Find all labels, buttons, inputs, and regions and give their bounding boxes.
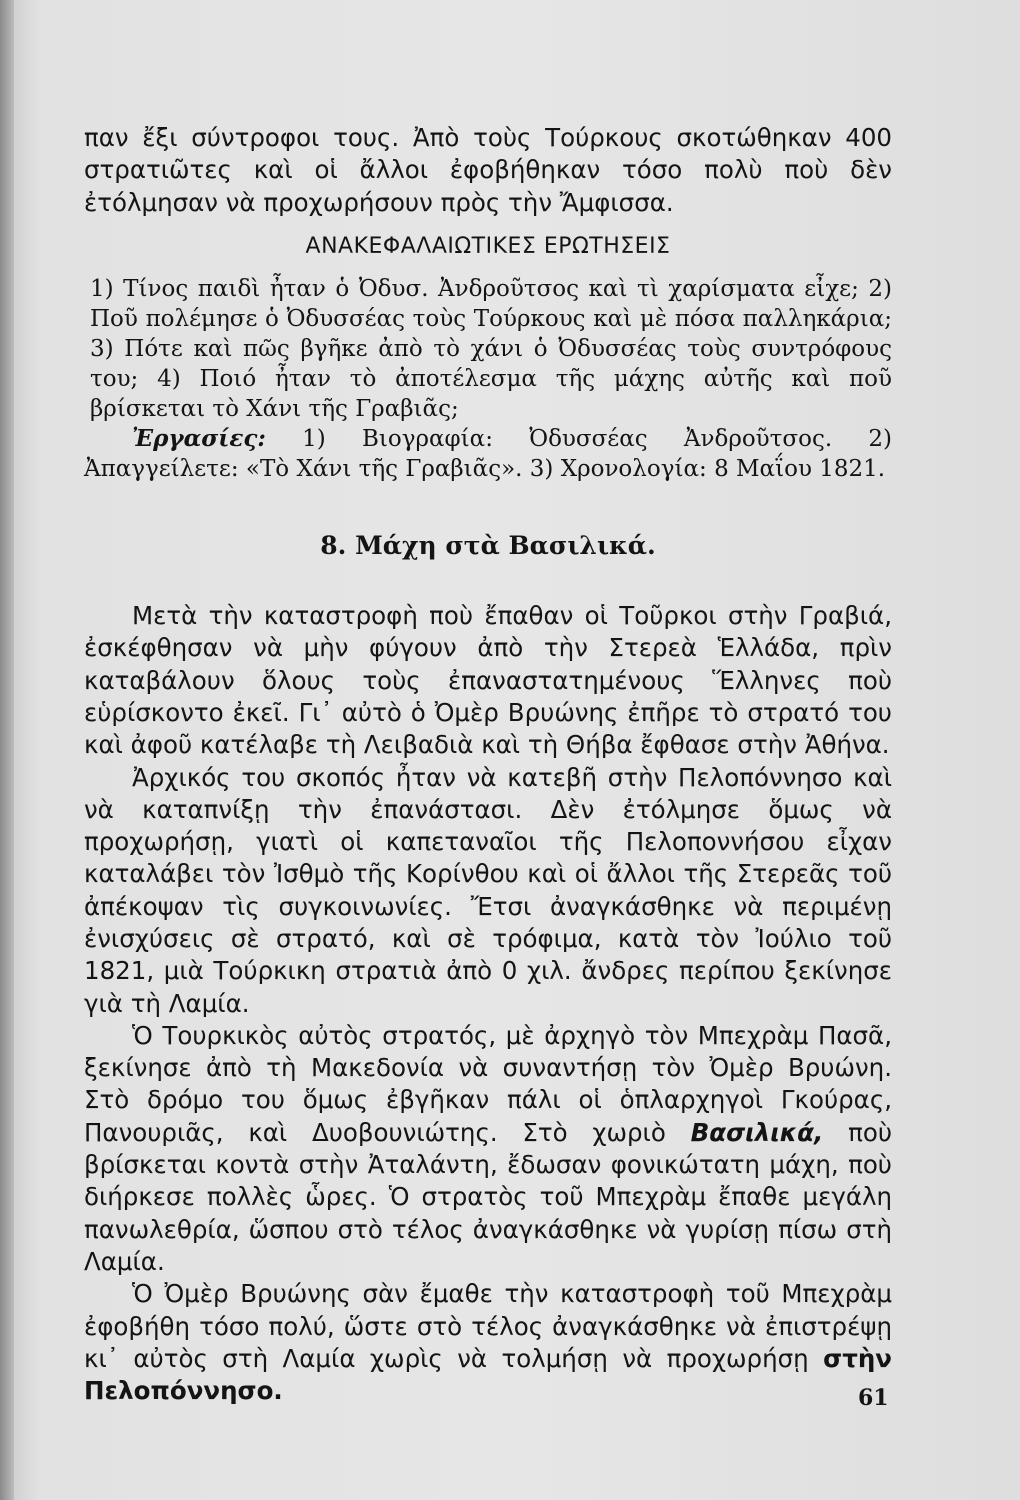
paragraph-4-start: Ὁ Ὀμὲρ Βρυώνης σὰν ἔμαθε τὴν καταστροφὴ τοῦ Μπεχρὰμ ἐφοβήθη τόσο πολύ, ὥστε στὸ τέλος ἀναγκάσθηκε νὰ ἐπιστρέψῃ κι᾽ αὐτὸς στὴ Λαμία χωρὶς νὰ τολμήσῃ νὰ προχωρήσῃ <box>84 1279 892 1373</box>
page-text <box>84 122 892 1407</box>
page-number: 61 <box>858 1385 889 1411</box>
questions-block <box>84 274 892 484</box>
works-paragraph <box>84 424 892 484</box>
place-name-vasilika: Βασιλικά, <box>690 1117 824 1147</box>
works-text: 1) Βιογραφία: Ὀδυσσέας Ἀνδροῦτσος. 2) Ἀπαγγείλετε: «Τὸ Χάνι τῆς Γραβιᾶς». 3) Χρονολογία: 8 Μαΐου 1821. <box>84 425 892 482</box>
questions-heading: ΑΝΑΚΕΦΑΛΑΙΩΤΙΚΕΣ ΕΡΩΤΗΣΕΙΣ <box>305 234 671 260</box>
paragraph-3-end: ποὺ βρίσκεται κοντὰ στὴν Ἀταλάντη, ἔδωσαν φονικώτατη μάχη, ποὺ διήρκεσε πολλὲς ὧρες. Ὁ στρατὸς τοῦ Μπεχρὰμ ἔπαθε μεγάλη πανωλεθρία, ὥσπου στὸ τέλος ἀναγκάσθηκε νὰ γυρίσῃ πίσω στὴ Λαμία. <box>84 1117 892 1276</box>
section-body <box>84 600 892 1407</box>
page-binding-edge <box>0 0 14 1500</box>
paragraph-2: Ἀρχικός του σκοπός ἦταν νὰ κατεβῆ στὴν Πελοπόννησο καὶ νὰ καταπνίξῃ τὴν ἐπανάστασι. Δὲν ἐτόλμησε ὅμως νὰ προχωρήσῃ, γιατὶ οἱ καπεταναῖοι τῆς Πελοποννήσου εἶχαν καταλάβει τὸν Ἰσθμὸ τῆς Κορίνθου καὶ οἱ ἄλλοι τῆς Στερεᾶς τοῦ ἀπέκοψαν τὶς συγκοινωνίες. Ἔτσι ἀναγκάσθηκε νὰ περιμένῃ ἐνισχύσεις σὲ στρατό, καὶ σὲ τρόφιμα, κατὰ τὸν Ἰούλιο τοῦ 1821, μιὰ Τούρκικη στρατιὰ ἀπὸ 0 χιλ. ἄνδρες περίπου ξεκίνησε γιὰ τὴ Λαμία. <box>84 762 892 1018</box>
paragraph-4 <box>84 1278 892 1407</box>
paragraph-3-start: Ὁ Τουρκικὸς αὐτὸς στρατός, μὲ ἀρχηγὸ τὸν Μπεχρὰμ Πασᾶ, ξεκίνησε ἀπὸ τὴ Μακεδονία νὰ συναντήσῃ τὸν Ὀμὲρ Βρυώνη. Στὸ δρόμο του ὅμως ἐβγῆκαν πάλι οἱ ὁπλαρχηγοὶ Γκούρας, Πανουριᾶς, καὶ Δυοβουνιώτης. Στὸ χωριὸ <box>84 1020 892 1147</box>
section-title: 8. Μάχη στὰ Βασιλικά. <box>320 530 656 560</box>
paragraph-1: Μετὰ τὴν καταστροφὴ ποὺ ἔπαθαν οἱ Τοῦρκοι στὴν Γραβιά, ἐσκέφθησαν νὰ μὴν φύγουν ἀπὸ τὴν Στερεὰ Ἑλλάδα, πρὶν καταβάλουν ὅλους τοὺς ἐπαναστατημένους Ἕλληνες ποὺ εὑρίσκοντο ἐκεῖ. Γι᾽ αὐτὸ ὁ Ὀμὲρ Βρυώνης ἐπῆρε τὸ στρατό του καὶ ἀφοῦ κατέλαβε τὴ Λειβαδιὰ καὶ τὴ Θήβα ἔφθασε στὴν Ἀθήνα. <box>84 601 892 760</box>
paragraph-3 <box>84 1020 892 1278</box>
questions-text: 1) Τίνος παιδὶ ἦταν ὁ Ὀδυσ. Ἀνδροῦτσος καὶ τὶ χαρίσματα εἶχε; 2) Ποῦ πολέμησε ὁ Ὀδυσσέας τοὺς Τούρκους καὶ μὲ πόσα παλληκάρια; 3) Πότε καὶ πῶς βγῆκε ἀπὸ τὸ χάνι ὁ Ὀδυσσέας τοὺς συντρόφους του; 4) Ποιό ἦταν τὸ ἀποτέλεσμα τῆς μάχης αὐτῆς καὶ ποῦ βρίσκεται τὸ Χάνι τῆς Γραβιᾶς; <box>90 275 892 422</box>
top-paragraph: παν ἔξι σύντροφοι τους. Ἀπὸ τοὺς Τούρκους σκοτώθηκαν 400 στρατιῶτες καὶ οἱ ἄλλοι ἐφοβήθηκαν τόσο πολὺ ποὺ δὲν ἐτόλμησαν νὰ προχωρήσουν πρὸς τὴν Ἄμφισσα. <box>84 123 892 217</box>
works-label: Ἐργασίες: <box>132 424 266 452</box>
paragraph-4-end: στὴν Πελοπόννησο. <box>84 1343 892 1406</box>
